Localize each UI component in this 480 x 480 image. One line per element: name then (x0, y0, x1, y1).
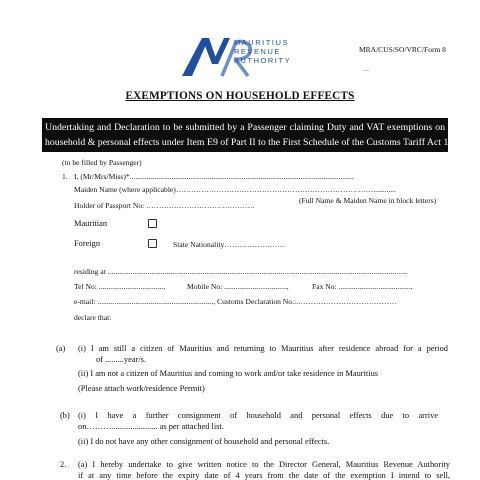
filled-by-note: (to be filled by Passenger) (62, 158, 142, 167)
logo-line-3: AUTHORITY (234, 56, 292, 65)
section-2-line-1: (a) I hereby undertake to give written notice to the Director General, Mauritius Revenue Authority (78, 460, 450, 469)
tel-field[interactable]: Tel No: .................................., (74, 282, 166, 291)
banner-line-2: household & personal effects under Item E9 of Part II to the First Schedule of the Customs Tariff Act 1969 (45, 137, 464, 148)
fax-field[interactable]: Fax No: ......................................, (312, 282, 413, 291)
section-b-i-line-1: (i) I have a further consignment of household and personal effects due to arrive (78, 411, 438, 420)
section-a-ii-line: (ii) I am not a citizen of Mauritius and coming to work and/or take residence in Mauritius (78, 369, 379, 378)
section-a-i-line-2: of .........year/s. (96, 355, 147, 364)
maiden-name-field[interactable]: Maiden Name (where applicable)……………………………………………………………………............ (74, 185, 397, 194)
email-customs-field[interactable]: e-mail: ............................................................., Customs Declaration No.:.………………………………… (74, 297, 397, 306)
maiden-name-hint: (Full Name & Maiden Name in block letters) (299, 196, 437, 205)
section-1-number: 1. (62, 172, 68, 181)
name-field[interactable]: I, (Mr/Mrs/Miss)*...................................................................................................................... (74, 172, 354, 181)
section-b-i-line-2: on………...................... as per attached list. (78, 422, 224, 431)
foreign-label: Foreign (74, 239, 101, 248)
form-number: MRA/CUS/SO/VRC/Form 8 (359, 45, 446, 54)
section-a-i-line-1: (i) I am still a citizen of Mauritius and returning to Mauritius after residence abroad for a period (78, 344, 448, 353)
passport-field[interactable]: Holder of Passport No: ……………………………………. (74, 201, 255, 210)
logo-line-1: MAURITIUS (234, 38, 290, 47)
mauritian-label: Mauritian (74, 219, 108, 228)
declare-label: declare that: (74, 313, 112, 322)
small-mark: — (363, 68, 369, 74)
foreign-checkbox[interactable] (148, 239, 157, 248)
banner-line-1: Undertaking and Declaration to be submitted by a Passenger claiming Duty and VAT exemptions on (45, 122, 445, 133)
section-b-ii-line: (ii) I do not have any other consignment of household and personal effects. (78, 437, 330, 446)
logo-wordmark (234, 38, 291, 65)
mauritian-checkbox[interactable] (148, 219, 157, 228)
section-a-label: (a) (56, 344, 66, 353)
mobile-field[interactable]: Mobile No: ................................., (187, 282, 289, 291)
section-b-label: (b) (60, 411, 70, 420)
section-2-line-2: if at any time before the expiry date of 4 years from the date of the exemption I intend to sell, (78, 471, 450, 480)
section-2-number: 2. (60, 460, 67, 469)
page-title: EXEMPTIONS ON HOUSEHOLD EFFECTS (125, 90, 355, 102)
nationality-field[interactable]: State Nationality…………………… (173, 240, 285, 249)
declaration-banner (42, 118, 464, 152)
logo-line-2: REVENUE (234, 47, 281, 56)
residing-field[interactable]: residing at .............................................................................................................................................................. (74, 267, 408, 276)
section-a-ii-note: (Please attach work/residence Permit) (78, 384, 205, 393)
